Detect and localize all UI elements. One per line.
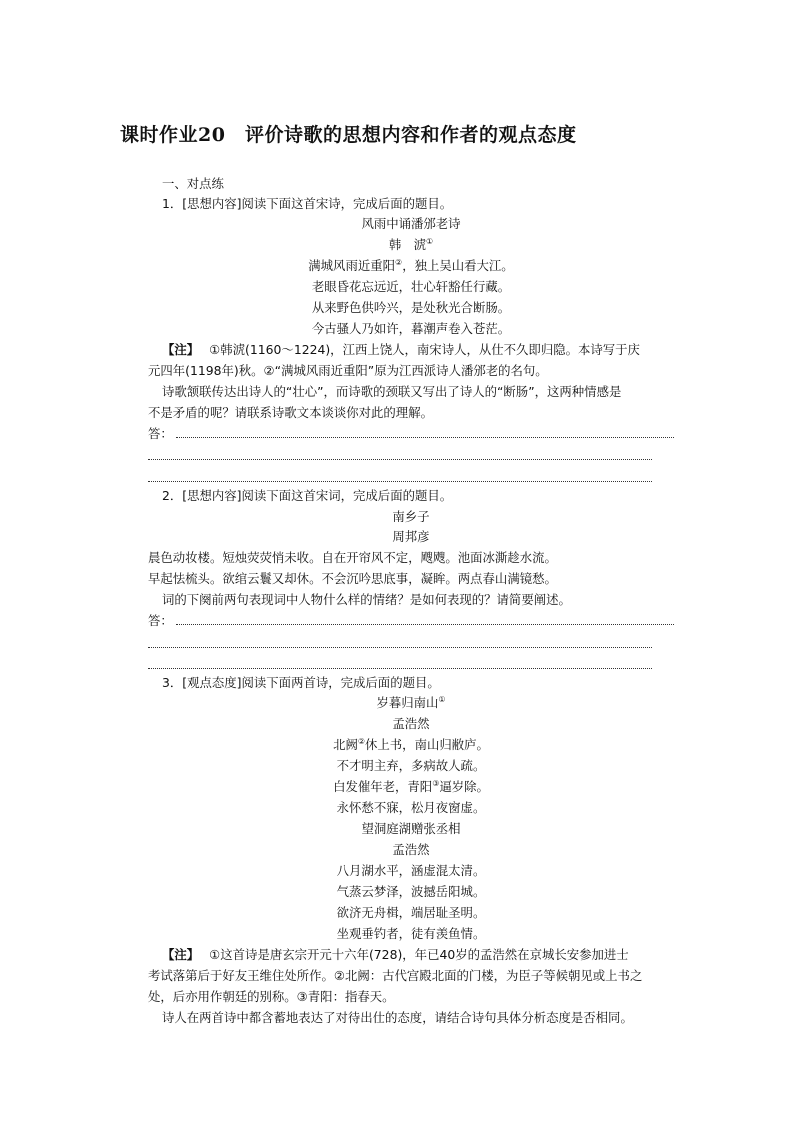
q3-poem1-line: 白发催年老，青阳③逼岁除。 <box>333 778 489 794</box>
answer-dotted-line <box>176 624 674 625</box>
answer-label: 答： <box>148 426 173 441</box>
answer-dotted-line <box>148 668 652 669</box>
q1-poem-title: 风雨中诵潘邠老诗 <box>361 216 461 231</box>
q1-question-cont: 不是矛盾的呢？请联系诗歌文本谈谈你对此的理解。 <box>148 405 433 420</box>
q3-note-cont: 考试落第后于好友王维住处所作。②北阙：古代宫殿北面的门楼，为臣子等候朝见或上书之 <box>148 968 643 983</box>
q3-poem2-line: 八月湖水平，涵虚混太清。 <box>336 863 486 878</box>
q3-question: 诗人在两首诗中都含蓄地表达了对待出仕的态度，请结合诗句具体分析态度是否相同。 <box>162 1010 633 1025</box>
q1-poem-line: 满城风雨近重阳②，独上吴山看大江。 <box>308 257 514 273</box>
q1-note-cont: 元四年(1198年)秋。②“满城风雨近重阳”原为江西派诗人潘邠老的名句。 <box>148 363 548 378</box>
q1-note: 【注】 ①韩淲(1160～1224)，江西上饶人，南宋诗人，从仕不久即归隐。本诗写于庆 <box>162 342 640 357</box>
answer-dotted-line <box>176 437 674 438</box>
q3-poem1-line: 不才明主弃，多病故人疏。 <box>336 758 486 773</box>
answer-dotted-line <box>148 481 652 482</box>
q1-answer-line[interactable] <box>148 446 674 466</box>
q1-question: 诗歌颔联传达出诗人的“壮心”，而诗歌的颈联又写出了诗人的“断肠”，这两种情感是 <box>162 384 622 399</box>
q1-prompt: 1．[思想内容]阅读下面这首宋诗，完成后面的题目。 <box>162 196 453 211</box>
q2-answer-line[interactable] <box>148 634 674 654</box>
q2-prompt: 2．[思想内容]阅读下面这首宋词，完成后面的题目。 <box>162 488 453 503</box>
q3-poem2-line: 欲济无舟楫，端居耻圣明。 <box>336 905 486 920</box>
q3-poem1-author: 孟浩然 <box>392 716 430 731</box>
q2-poem-line: 早起怯梳头。欲绾云鬟又却休。不会沉吟思底事，凝眸。两点春山满镜愁。 <box>148 571 557 586</box>
q2-poem-author: 周邦彦 <box>392 529 430 544</box>
q3-poem2-author: 孟浩然 <box>392 842 430 857</box>
answer-dotted-line <box>148 459 652 460</box>
q3-note: 【注】 ①这首诗是唐玄宗开元十六年(728)，年已40岁的孟浩然在京城长安参加进士 <box>162 947 629 962</box>
q1-poem-line: 从来野色供吟兴，是处秋光合断肠。 <box>311 300 511 315</box>
q1-answer-line[interactable] <box>148 468 674 488</box>
q2-answer-line[interactable] <box>148 611 674 631</box>
q1-poem-line: 今古骚人乃如许，暮潮声卷入苍茫。 <box>311 321 511 336</box>
section-heading: 一、对点练 <box>162 176 224 191</box>
q3-prompt: 3．[观点态度]阅读下面两首诗，完成后面的题目。 <box>162 675 440 690</box>
q2-answer-line[interactable] <box>148 655 674 675</box>
q2-question: 词的下阕前两句表现词中人物什么样的情绪？是如何表现的？请简要阐述。 <box>162 592 571 607</box>
q3-poem1-title: 岁暮归南山① <box>376 694 446 710</box>
q3-poem2-line: 坐观垂钓者，徒有羡鱼情。 <box>336 926 486 941</box>
q1-answer-line[interactable] <box>148 424 674 444</box>
q3-poem2-line: 气蒸云梦泽，波撼岳阳城。 <box>336 884 486 899</box>
q1-poem-line: 老眼昏花忘远近，壮心轩豁任行藏。 <box>311 279 511 294</box>
q3-poem1-line: 永怀愁不寐，松月夜窗虚。 <box>336 800 486 815</box>
q1-poem-author: 韩 淲① <box>388 236 434 252</box>
q2-poem-line: 晨色动妆楼。短烛荧荧悄未收。自在开帘风不定，飕飕。池面冰澌趁水流。 <box>148 550 557 565</box>
answer-label: 答： <box>148 613 173 628</box>
q2-poem-title: 南乡子 <box>392 509 430 524</box>
q3-poem1-line: 北阙②休上书，南山归敝庐。 <box>333 736 489 752</box>
q3-poem2-title: 望洞庭湖赠张丞相 <box>361 821 461 836</box>
q3-note-cont: 处，后亦用作朝廷的别称。③青阳：指春天。 <box>148 989 395 1004</box>
answer-dotted-line <box>148 647 652 648</box>
page-title: 课时作业20 评价诗歌的思想内容和作者的观点态度 <box>120 124 577 146</box>
